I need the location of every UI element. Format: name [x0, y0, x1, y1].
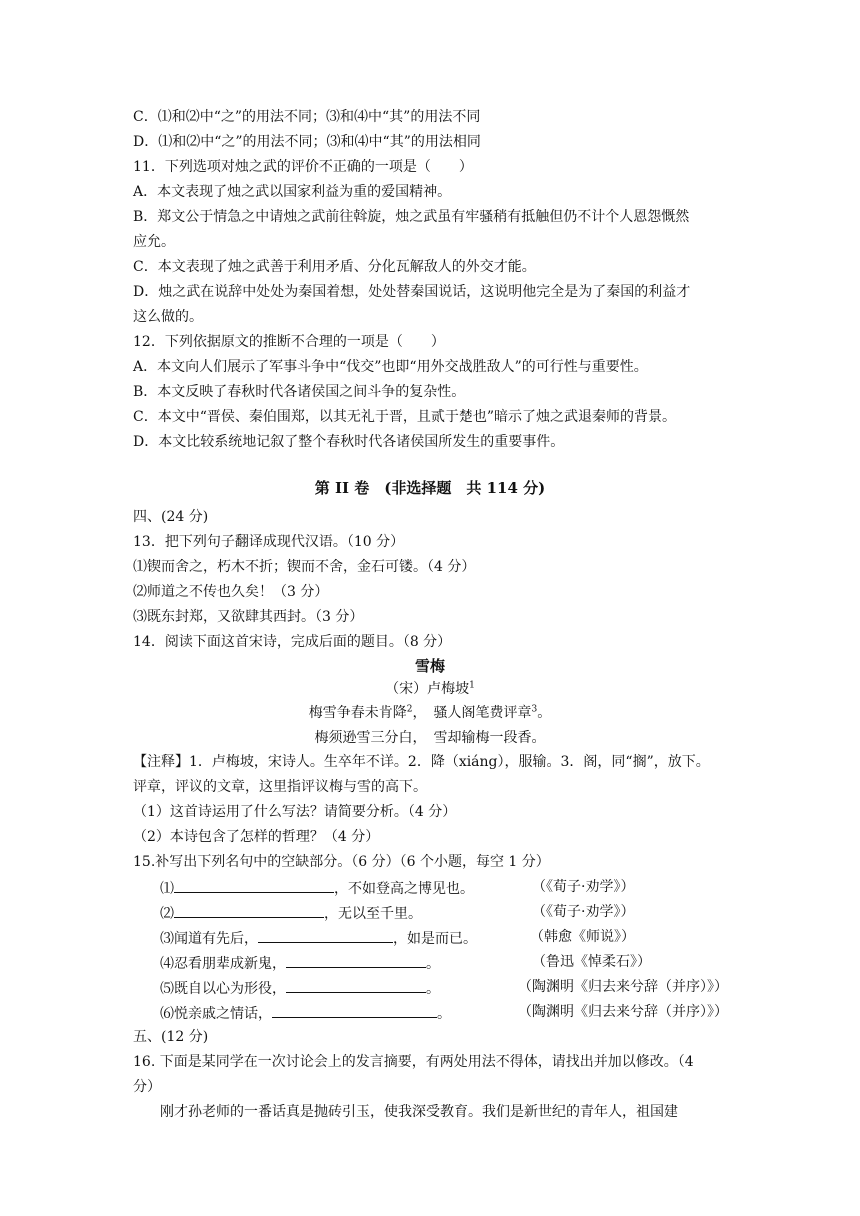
q11-option-d: D．烛之武在说辞中处处为秦国着想，处处替秦国说话，这说明他完全是为了秦国的利益才 [133, 284, 691, 300]
q11-option-b: B．郑文公于情急之中请烛之武前往斡旋，烛之武虽有牢骚稍有抵触但仍不计个人恩怨慨然 [133, 209, 690, 225]
q12-option-d: D．本文比较系统地记叙了整个春秋时代各诸侯国所发生的重要事件。 [133, 434, 565, 450]
source-citation: （《荀子·劝学》） [532, 904, 635, 920]
poem-line-1: 梅雪争春未肯降$^2$， 骚人阁笔费评章$^3$。 [308, 704, 552, 721]
source-citation: （陶渊明《归去来兮辞（并序）》） [518, 979, 728, 995]
q11-option-d-cont: 这么做的。 [133, 309, 203, 325]
fill-blank[interactable] [272, 1003, 437, 1018]
poem-line-2: 梅须逊雪三分白， 雪却输梅一段香。 [314, 730, 546, 746]
section-4-heading: 四、(24 分) [133, 509, 209, 525]
fill-blank[interactable] [174, 903, 324, 918]
source-citation: （《荀子·劝学》） [532, 879, 635, 895]
q13-sentence-2: ⑵师道之不传也久矣！（3 分） [133, 584, 329, 600]
q10-option-c: C．⑴和⑵中“之”的用法不同；⑶和⑷中“其”的用法不同 [133, 109, 481, 125]
q12-stem: 12．下列依据原文的推断不合理的一项是（ ） [133, 334, 445, 350]
poem-title: 雪梅 [414, 657, 445, 675]
q16-stem: 16. 下面是某同学在一次讨论会上的发言摘要，有两处用法不得体，请找出并加以修改。（4 [133, 1054, 694, 1070]
q14-stem: 14．阅读下面这首宋诗，完成后面的题目。（8 分） [133, 634, 452, 650]
q10-option-d: D．⑴和⑵中“之”的用法不同；⑶和⑷中“其”的用法相同 [133, 134, 481, 150]
q14-sub-2: （2）本诗包含了怎样的哲理？（4 分） [133, 829, 380, 845]
q15-item-5: ⑸既自以心为形役， 。 （陶渊明《归去来兮辞（并序）》） [160, 979, 728, 997]
source-citation: （韩愈《师说》） [530, 929, 635, 945]
q16-passage: 刚才孙老师的一番话真是抛砖引玉，使我深受教育。我们是新世纪的青年人，祖国建 [160, 1104, 678, 1120]
fill-blank[interactable] [258, 928, 393, 943]
source-citation: （陶渊明《归去来兮辞（并序）》） [518, 1004, 728, 1020]
q15-item-2: ⑵ ，无以至千里。 （《荀子·劝学》） [160, 904, 635, 922]
q13-sentence-3: ⑶既东封郑，又欲肆其西封。（3 分） [133, 609, 364, 625]
q15-item-6: ⑹悦亲戚之情话， 。 （陶渊明《归去来兮辞（并序）》） [160, 1004, 728, 1022]
source-citation: （鲁迅《悼柔石》） [532, 954, 651, 970]
q13-stem: 13．把下列句子翻译成现代汉语。（10 分） [133, 534, 405, 550]
section-5-heading: 五、(12 分) [133, 1029, 209, 1045]
poem-notes: 【注释】1．卢梅坡，宋诗人。生卒年不详。2．降（xiáng），服输。3．阁，同“搁”，放下。 [133, 754, 710, 770]
q11-option-b-cont: 应允。 [133, 234, 175, 250]
poem-notes-cont: 评章，评议的文章，这里指评议梅与雪的高下。 [133, 779, 427, 795]
q15-stem: 15.补写出下列名句中的空缺部分。（6 分）（6 个小题，每空 1 分） [133, 854, 550, 870]
q16-stem-cont: 分） [133, 1079, 161, 1095]
fill-blank[interactable] [174, 878, 334, 893]
q12-option-b: B．本文反映了春秋时代各诸侯国之间斗争的复杂性。 [133, 384, 466, 400]
fill-blank[interactable] [286, 953, 426, 968]
q11-option-c: C．本文表现了烛之武善于利用矛盾、分化瓦解敌人的外交才能。 [133, 259, 536, 275]
part-2-title: 第 II 卷 (非选择题 共 114 分) [314, 479, 546, 497]
q13-sentence-1: ⑴锲而舍之，朽木不折；锲而不舍，金石可镂。（4 分） [133, 559, 476, 575]
q11-option-a: A．本文表现了烛之武以国家利益为重的爱国精神。 [133, 184, 452, 200]
q15-item-1: ⑴ ，不如登高之博见也。 （《荀子·劝学》） [160, 879, 635, 897]
poem-author: （宋）卢梅坡$^1$ [385, 680, 475, 697]
q15-item-3: ⑶闻道有先后， ，如是而已。 （韩愈《师说》） [160, 929, 635, 947]
q11-stem: 11．下列选项对烛之武的评价不正确的一项是（ ） [133, 159, 473, 175]
fill-blank[interactable] [286, 978, 426, 993]
q15-item-4: ⑷忍看朋辈成新鬼， 。 （鲁迅《悼柔石》） [160, 954, 651, 972]
q12-option-c: C．本文中“晋侯、秦伯围郑，以其无礼于晋，且贰于楚也”暗示了烛之武退秦师的背景。 [133, 409, 677, 425]
q14-sub-1: （1）这首诗运用了什么写法？请简要分析。（4 分） [133, 804, 457, 820]
q12-option-a: A．本文向人们展示了军事斗争中“伐交”也即“用外交战胜敌人”的可行性与重要性。 [133, 359, 648, 375]
